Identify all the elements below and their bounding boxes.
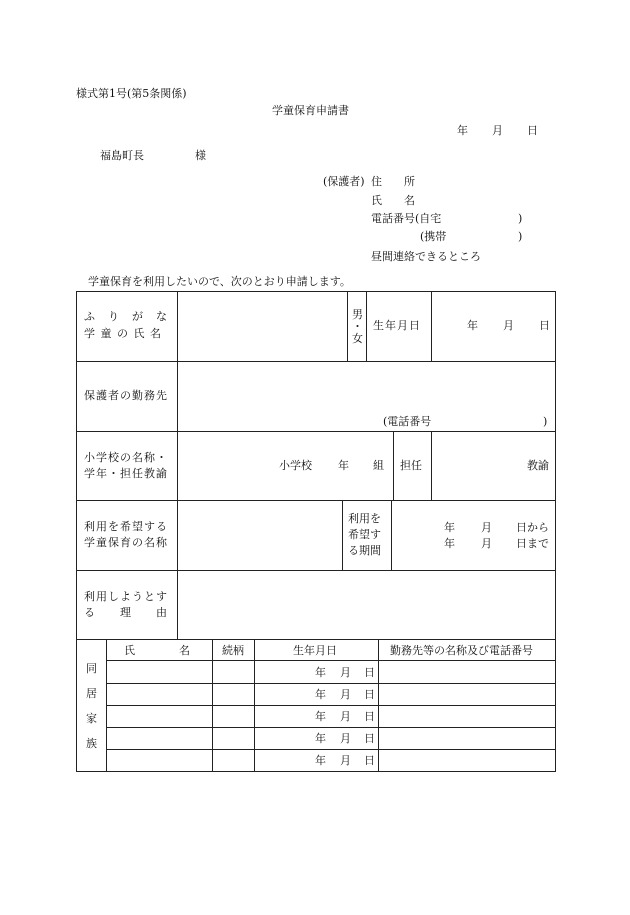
family-header-name: 氏 名: [124, 644, 190, 657]
family-row-3-year: 年: [315, 710, 326, 723]
form-title: 学童保育申請書: [272, 104, 349, 117]
date-day: 日: [527, 124, 538, 137]
family-side-4: 族: [86, 737, 97, 750]
form-number: 様式第1号(第5条関係): [76, 87, 187, 100]
family-row-2-month: 月: [340, 688, 351, 701]
birth-day: 日: [539, 319, 550, 332]
school-label-line1: 小学校の名称・: [84, 451, 168, 464]
phone-mobile-label: (携帯: [420, 230, 447, 243]
gender-male[interactable]: 男: [352, 308, 363, 321]
family-row-2-day: 日: [364, 688, 375, 701]
grade-suffix: 年: [338, 459, 349, 472]
birthdate-label: 生年月日: [373, 319, 421, 332]
gender-female[interactable]: 女: [352, 332, 363, 345]
child-name-field[interactable]: [178, 292, 347, 361]
daytime-contact-label: 昼間連絡できるところ: [371, 250, 481, 263]
school-suffix: 小学校: [279, 459, 312, 472]
family-row-3-day: 日: [364, 710, 375, 723]
date-year: 年: [457, 124, 468, 137]
facility-label-line2: 学童保育の名称: [84, 536, 168, 549]
workplace-phone-close: ): [543, 415, 548, 428]
family-header-birthdate: 生年月日: [293, 644, 337, 657]
guardian-address-label: 住 所: [371, 175, 415, 188]
family-row-1-day: 日: [364, 666, 375, 679]
family-row-3-month: 月: [340, 710, 351, 723]
period-from-month: 月: [481, 521, 492, 534]
workplace-phone-label: (電話番号: [383, 415, 432, 428]
family-row-5-day: 日: [364, 754, 375, 767]
family-row-4-year: 年: [315, 732, 326, 745]
facility-name-field[interactable]: [178, 501, 342, 570]
reason-label-line1: 利用しようとす: [84, 590, 168, 603]
teacher-label: 担任: [400, 459, 422, 472]
workplace-label: 保護者の勤務先: [84, 389, 168, 402]
family-row-4-month: 月: [340, 732, 351, 745]
family-header-relation: 続柄: [222, 644, 244, 657]
period-to-month: 月: [481, 537, 492, 550]
period-label-line3: る期間: [348, 544, 381, 557]
family-side-2: 居: [86, 687, 97, 700]
period-to-day: 日まで: [516, 537, 549, 550]
family-row-5-year: 年: [315, 754, 326, 767]
class-suffix: 組: [373, 459, 384, 472]
phone-mobile-close: ): [518, 230, 523, 243]
family-side-3: 家: [86, 712, 97, 725]
family-header-workplace: 勤務先等の名称及び電話番号: [390, 644, 533, 657]
phone-home-label: 電話番号(自宅: [371, 212, 442, 225]
reason-label-line2: る 理 由: [84, 606, 168, 619]
birth-year: 年: [467, 319, 478, 332]
period-label-line2: 希望す: [348, 528, 381, 541]
period-from-year: 年: [444, 521, 455, 534]
family-row-1-month: 月: [340, 666, 351, 679]
period-label-line1: 利用を: [348, 512, 381, 525]
family-row-4-day: 日: [364, 732, 375, 745]
date-month: 月: [492, 124, 503, 137]
phone-home-close: ): [518, 212, 523, 225]
guardian-name-label: 氏 名: [371, 194, 415, 207]
period-to-year: 年: [444, 537, 455, 550]
birth-month: 月: [503, 319, 514, 332]
family-row-5-month: 月: [340, 754, 351, 767]
period-from-day: 日から: [516, 521, 549, 534]
reason-field[interactable]: [178, 571, 555, 639]
addressee: 福島町長: [100, 149, 144, 162]
intro-text: 学童保育を利用したいので、次のとおり申請します。: [88, 275, 351, 288]
family-row-2-year: 年: [315, 688, 326, 701]
furigana-label: ふ り が な: [84, 310, 168, 323]
gender-dot: ・: [352, 320, 363, 333]
addressee-suffix: 様: [195, 149, 206, 162]
family-row-1-year: 年: [315, 666, 326, 679]
workplace-field[interactable]: [178, 362, 555, 414]
guardian-prefix: (保護者): [323, 175, 365, 188]
child-name-label: 学 童 の 氏 名: [84, 327, 162, 340]
school-label-line2: 学年・担任教諭: [84, 467, 168, 480]
family-side-1: 同: [86, 662, 97, 675]
facility-label-line1: 利用を希望する: [84, 520, 168, 533]
teacher-suffix: 教諭: [527, 459, 549, 472]
